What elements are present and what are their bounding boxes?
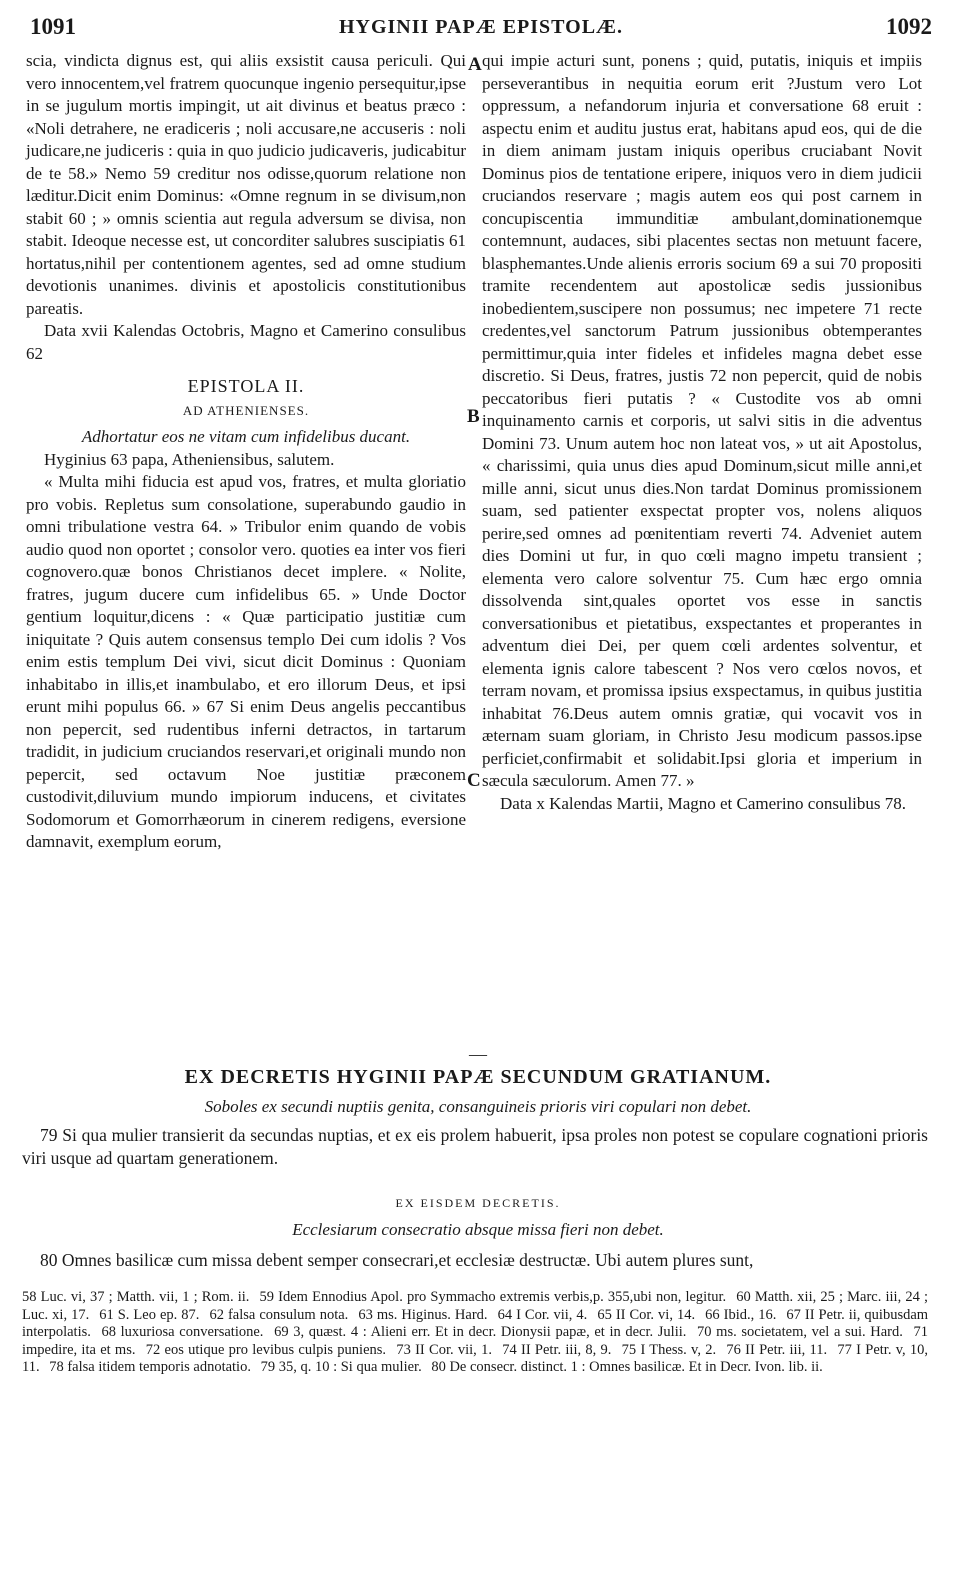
footnote: 62 falsa consulum nota. [209,1306,349,1323]
running-header [30,14,932,44]
footnote-block [22,1289,928,1377]
footnote: 65 II Cor. vi, 14. [597,1306,696,1323]
footnote: 72 eos utique pro levibus culpis puniens. [145,1341,387,1358]
footnote: 60 Matth. xii, 25 ; Marc. iii, 24 ; Luc. xi, 17. [22,1289,928,1323]
footnote: 75 I Thess. v, 2. [621,1341,717,1358]
footnote: 78 falsa itidem temporis adnotatio. [49,1359,251,1375]
footnote: 74 II Petr. iii, 8, 9. [502,1341,612,1358]
decretis-subtitle: Soboles ex secundi nuptiis genita, consanguineis prioris viri copulari non debet. [204,1097,752,1116]
margin-marker-a: A [468,54,482,75]
right-column [482,50,922,815]
footnote: 77 I Petr. v, 10, 11. [22,1341,929,1375]
footnote: 73 II Cor. vii, 1. [396,1341,492,1358]
footnote: 79 35, q. 10 : Si qua mulier. [260,1359,422,1375]
date-line: Data xvii Kalendas Octobris, Magno et Camerino consulibus 62 [26,321,466,363]
running-title: HYGINII PAPÆ EPISTOLÆ. [338,16,624,38]
footnote: 69 3, quæst. 4 : Alieni err. Et in decr. Dionysii papæ, et in decr. Julii. [274,1324,687,1340]
decretis-body [22,1124,928,1170]
decretis-heading: EX DECRETIS HYGINII PAPÆ SECUNDUM GRATIANUM. [184,1066,772,1088]
footnote: 67 II Petr. ii, quibusdam interpolatis. [22,1306,929,1340]
footnote: 58 Luc. vi, 37 ; Matth. vii, 1 ; Rom. ii. [22,1289,250,1305]
margin-marker-c: C [467,770,481,791]
left-column [26,50,466,854]
eisdem-subtitle: Ecclesiarum consecratio absque missa fieri non debet. [292,1220,664,1239]
epistola-heading: EPISTOLA II. [187,376,305,396]
epistola-addressee: AD ATHENIENSES. [182,402,310,418]
page-number-left: 1091 [30,14,76,39]
page-number-right: 1092 [886,14,932,39]
paragraph: qui impie acturi sunt, ponens ; quid, putatis, iniquis et impiis perseverantibus in nequitia eorum erit ?Justum vero Lot oppressum, a nefandorum injuria et conversatione 68 eruit : aspectu enim et auditu justus erat, habitans apud eos, qui de die in diem animam justam iniquis operibus cruciabant Novit Dominus pios de tentatione eripere, iniquos vero in diem judicii cruciandos reservare ; magis autem eos qui post carnem in concupiscentia immunditiæ ambulant,dominationemque contemnunt, audaces, sibi placentes sectas non metuunt facere, blasphemantes.Unde alienis erroris socium 69 a sui 70 propositi tramite recendentem aut apostolicæ sedis jussionibus inobedientem,suscipere non possumus; nec impetere 71 recte credentes,vel sanctorum Patrum jussionibus obtemperantes permittimur,quia inter fideles et infideles magna debet esse discretio. Si Deus, fratres, justis 72 non pepercit, quid de nobis peccatoribus fieri putatis ? « Custodite vos ab omni inquinamento carnis et corporis, ut salvi sitis in die adventus Domini 73. Unum autem hoc non lateat vos, » ut ait Apostolus, « charissimi, quia unus dies apud Dominum,sicut mille anni,et mille anni, sicut unus dies.Non tardat Dominus promissionem suam, sed patienter exspectat propter vos, nolens aliquos perire,sed omnes ad pœnitentiam reverti 74. Adveniet autem dies Domini ut fur, in quo cœli magno impetu transient ; elementa vero calore solventur 75. Cum hæc ergo omnia dissolvenda sint,quales oportet vos esse in sanctis conversationibus et pietatibus, exspectantes et properantes in adventum diei Dei, per quem cœli ardentes solventur, et elementa ignis calore tabescent ? Nos vero cœlos novos, et terram novam, et promissa ipsius exspectamus, in quibus justitia inhabitat 76.Deus autem omnis gratiæ, qui vocavit vos in æternam suam gloriam, in Christo Jesu modicum passos.ipse perficiet,confirmabit et solidabit.Ipsi gloria et imperium in sæcula sæculorum. Amen 77. » [482,51,922,790]
footnote: 71 impedire, ita et ms. [22,1324,928,1358]
eisdem-heading: EX EISDEM DECRETIS. [395,1196,561,1210]
footnote: 64 I Cor. vii, 4. [497,1306,588,1323]
section-divider: — [469,1044,487,1064]
footnote: 70 ms. societatem, vel a sui. Hard. [697,1324,903,1340]
salutation: Hyginius 63 papa, Atheniensibus, salutem. [44,449,335,469]
margin-marker-b: B [467,406,480,427]
date-line: Data x Kalendas Martii, Magno et Camerino consulibus 78. [500,793,907,813]
paragraph: « Multa mihi fiducia est apud vos, fratres, et multa gloriatio pro vobis. Repletus sum consolatione, superabundo gaudio in omni tribulatione vestra 64. » Tribulor enim quando de vobis audio quod non oportet ; consolor vero. quoties ea inter vos fieri cognovero.quæ bonos Christianos decet implere. « Nolite, fratres, jugum ducere cum infidelibus 65. » Unde Doctor gentium loquitur,dicens : « Quæ participatio justitiæ cum iniquitate ? Quis autem consensus templo Dei cum idolis ? Vos enim estis templum Dei vivi, sicut dicit Dominus : Quoniam inhabitabo in illis,et inambulabo, et ero illorum Deus, et ipsi erunt mihi populus 66. » 67 Si enim Deus angelis peccantibus non pepercit, sed rudentibus inferni detractos, in tartarum tradidit, in judicium cruciandos reservari,et originali mundo non pepercit, sed octavum Noe justitiæ præconem custodivit,diluvium mundo impiorum inducens, et civitates Sodomorum et Gomorrhæorum in cinerem redigens, eversione damnavit, exemplum eorum, [26,472,466,851]
footnote: 61 S. Leo ep. 87. [99,1306,200,1323]
footnote: 68 luxuriosa conversatione. [101,1324,264,1340]
footnote: 76 II Petr. iii, 11. [726,1341,828,1358]
footnote: 66 Ibid., 16. [705,1306,777,1323]
paragraph: 80 Omnes basilicæ cum missa debent semper consecrari,et ecclesiæ destructæ. Ubi autem plures sunt, [40,1250,754,1270]
footnote: 80 De consecr. distinct. 1 : Omnes basilicæ. Et in Decr. Ivon. lib. ii. [431,1359,823,1375]
paragraph: scia, vindicta dignus est, qui aliis exsistit causa periculi. Qui vero innocentem,vel fratrem quocunque ingenio persequitur,ipse in se jugulum mortis impingit, ut ait divinus et beatus præco : «Noli detrahere, ne eradiceris ; noli accusare,ne accuseris : noli judicare,ne judiceris : quia in quo judicio judicaveris, judicabitur de te 58.» Nemo 59 creditur nos odisse,quorum relatione non læditur.Dicit enim Dominus: «Omne regnum in se divisum,non stabit 60 ; » omnis scientia aut regula adversum se divisa, non stabit. Ideoque necesse est, ut concorditer salubres suscipiatis 61 hortatus,nihil per contentionem agentes, sed ad omne studium devotionis unanimes. divinis et apostolicis constitutionibus pareatis. [26,51,466,318]
eisdem-body [22,1249,928,1272]
footnote: 63 ms. Higinus. Hard. [358,1306,488,1323]
paragraph: 79 Si qua mulier transierit da secundas nuptias, et ex eis prolem habuerit, ipsa proles non potest se copulare cognationi prioris viri usque ad quartam generationem. [22,1125,928,1168]
epistola-summary: Adhortatur eos ne vitam cum infidelibus ducant. [81,427,411,446]
footnote: 59 Idem Ennodius Apol. pro Symmacho extremis verbis,p. 355,ubi non, legitur. [259,1289,727,1305]
footnotes [22,1289,928,1377]
